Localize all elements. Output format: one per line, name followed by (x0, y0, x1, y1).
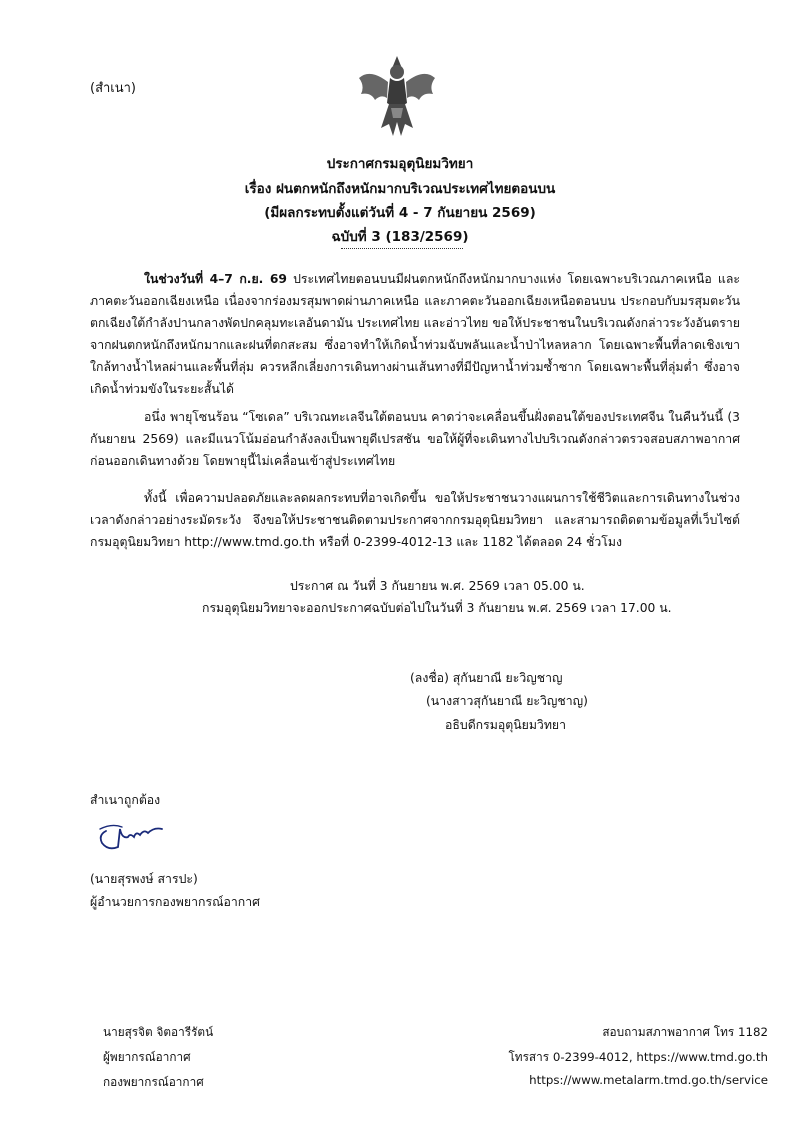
paragraph-1-text: ประเทศไทยตอนบนมีฝนตกหนักถึงหนักมากบางแห่ง โดยเฉพาะบริเวณภาคเหนือ และภาคตะวันออกเฉียงเหนือ เนื่องจากร่องมรสุมพาดผ่านภาคเหนือ และภาคตะวันออกเฉียงเหนือตอนบน ประกอบกับมรสุมตะวันตกเฉียงใต้กำลังปานกลางพัดปกคลุมทะเลอันดามัน ประเทศไทย และอ่าวไทย ขอให้ประชาชนในบริเวณดังกล่าวระวังอันตรายจากฝนตกหนักถึงหนักมากและฝนที่ตกสะสม ซึ่งอาจทำให้เกิดน้ำท่วมฉับพลันและน้ำป่าไหลหลาก โดยเฉพาะพื้นที่ลาดเชิงเขาใกล้ทางน้ำไหลผ่านและพื้นที่ลุ่ม ควรหลีกเลี่ยงการเดินทางผ่านเส้นทางที่มีปัญหาน้ำท่วมซ้ำซาก โดยเฉพาะพื้นที่ลุ่มต่ำ ซึ่งอาจเกิดน้ำท่วมขังในระยะสั้นได้ (90, 272, 740, 397)
certified-copy-label: สำเนาถูกต้อง (90, 793, 161, 807)
title-line-3: (มีผลกระทบตั้งแต่วันที่ 4 - 7 กันยายน 2569) (264, 205, 536, 221)
paragraph-1 (90, 268, 740, 401)
footer-left-2: ผู้พยากรณ์อากาศ (103, 1050, 191, 1064)
footer-right-1: สอบถามสภาพอากาศ โทร 1182 (602, 1025, 768, 1039)
title-line-1: ประกาศกรมอุตุนิยมวิทยา (326, 156, 474, 172)
garuda-emblem (355, 48, 440, 138)
handwritten-signature (92, 817, 172, 855)
paragraph-3: ทั้งนี้ เพื่อความปลอดภัยและลดผลกระทบที่อาจเกิดขึ้น ขอให้ประชาชนวางแผนการใช้ชีวิตและการเดินทางในช่วงเวลาดังกล่าวอย่างระมัดระวัง จึงขอให้ประชาชนติดตามประกาศจากกรมอุตุนิยมวิทยา และสามารถติดตามข้อมูลที่เว็บไซต์กรมอุตุนิยมวิทยา http://www.tmd.go.th หรือที่ 0-2399-4012-13 และ 1182 ได้ตลอด 24 ชั่วโมง (90, 491, 740, 550)
copy-label: (สำเนา) (90, 81, 137, 96)
title-divider (341, 248, 463, 249)
next-announcement: กรมอุตุนิยมวิทยาจะออกประกาศฉบับต่อไปในวันที่ 3 กันยายน พ.ศ. 2569 เวลา 17.00 น. (202, 601, 672, 615)
announcement-date: ประกาศ ณ วันที่ 3 กันยายน พ.ศ. 2569 เวลา 05.00 น. (290, 579, 585, 593)
paragraph-1-lead: ในช่วงวันที่ 4–7 ก.ย. 69 (144, 272, 287, 286)
signatory-name: (นางสาวสุกันยาณี ยะวิญชาญ) (426, 694, 588, 708)
footer-right-2: โทรสาร 0-2399-4012, https://www.tmd.go.th (508, 1050, 768, 1064)
certifier-name: (นายสุรพงษ์ สารปะ) (90, 872, 198, 886)
footer-left-1: นายสุรจิต จิตอารีรัตน์ (103, 1025, 214, 1039)
paragraph-2: อนึ่ง พายุโซนร้อน “โซเดล” บริเวณทะเลจีนใต้ตอนบน คาดว่าจะเคลื่อนขึ้นฝั่งตอนใต้ของประเทศจีน ในคืนวันนี้ (3 กันยายน 2569) และมีแนวโน้มอ่อนกำลังลงเป็นพายุดีเปรสชัน ขอให้ผู้ที่จะเดินทางไปบริเวณดังกล่าวตรวจสอบสภาพอากาศก่อนออกเดินทางด้วย โดยพายุนี้ไม่เคลื่อนเข้าสู่ประเทศไทย (90, 410, 740, 469)
signatory-position: อธิบดีกรมอุตุนิยมวิทยา (445, 718, 567, 732)
signature-line: (ลงชื่อ) สุกันยาณี ยะวิญชาญ (410, 671, 563, 685)
footer-right-3: https://www.metalarm.tmd.go.th/service (529, 1073, 768, 1087)
certifier-position: ผู้อำนวยการกองพยากรณ์อากาศ (90, 895, 260, 909)
footer-left-3: กองพยากรณ์อากาศ (103, 1075, 204, 1089)
title-line-2: เรื่อง ฝนตกหนักถึงหนักมากบริเวณประเทศไทยตอนบน (244, 181, 556, 197)
title-line-4: ฉบับที่ 3 (183/2569) (331, 229, 469, 245)
